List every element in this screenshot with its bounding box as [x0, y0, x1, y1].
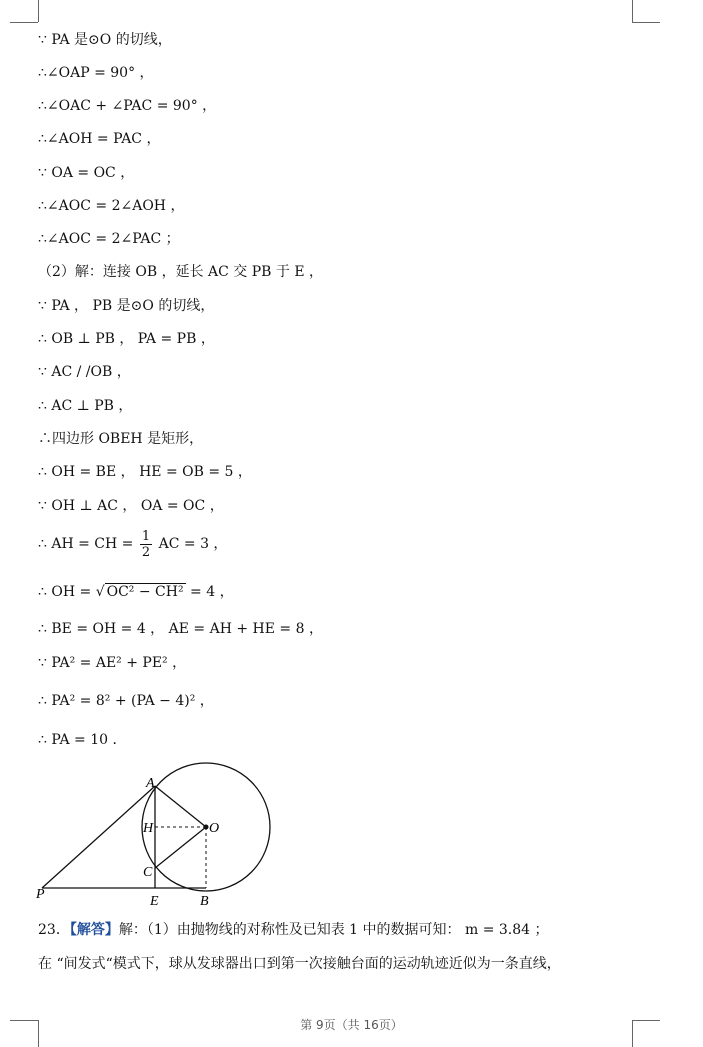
sqrt-line-suffix: = 4 ， — [190, 584, 234, 600]
crop-mark — [632, 0, 633, 22]
label-b: B — [200, 894, 209, 909]
question-text: 解：（1）由抛物线的对称性及已知表 1 中的数据可知： m = 3.84 ； — [118, 922, 549, 938]
label-c: C — [143, 865, 153, 880]
crop-mark — [38, 0, 39, 22]
fraction-line — [38, 527, 227, 561]
segment-oc — [155, 827, 206, 868]
question-number: 23． — [38, 922, 70, 938]
solution-line: ∴∠AOH = PAC ， — [38, 131, 161, 147]
label-a: A — [146, 776, 155, 791]
fraction-denominator: 2 — [141, 544, 151, 560]
geometry-figure — [34, 760, 284, 910]
solution-line: ∵ PA² = AE² + PE² ， — [38, 655, 187, 671]
segment-oa — [155, 786, 206, 827]
label-o: O — [209, 821, 220, 836]
solution-line: ∴ BE = OH = 4 ， AE = AH + HE = 8 ， — [38, 621, 323, 637]
solution-line: ∴ AC ⊥ PB ， — [38, 398, 133, 414]
fraction-line-prefix: ∴ AH = CH = — [38, 536, 134, 552]
solution-line: ∴ PA = 10 ． — [38, 732, 127, 748]
sqrt-sign-icon: √ — [95, 584, 105, 600]
solution-line: ∴ OB ⊥ PB ， PA = PB ， — [38, 331, 215, 347]
label-h: H — [143, 821, 154, 836]
label-p: P — [36, 887, 45, 902]
label-e: E — [150, 894, 159, 909]
crop-mark — [632, 22, 660, 23]
solution-line: ∴ OH = BE ， HE = OB = 5 ， — [38, 464, 252, 480]
crop-mark — [10, 22, 38, 23]
fraction-line-suffix: AC = 3 ， — [158, 536, 228, 552]
solution-line: ∵ OH ⊥ AC ， OA = OC ， — [38, 498, 224, 514]
fraction — [140, 529, 152, 560]
solution-line: ∴∠AOC = 2∠PAC ； — [38, 231, 180, 247]
sqrt-line — [38, 583, 234, 601]
page-footer: 第 9页（共 16页） — [300, 1018, 403, 1032]
solution-line: ∵ OA = OC ， — [38, 165, 135, 181]
solution-line: ∴ PA² = 8² + (PA − 4)² ， — [38, 693, 214, 709]
answer-tag: 【解答】 — [69, 922, 119, 938]
solution-line: ∴∠AOC = 2∠AOH ， — [38, 198, 185, 214]
solution-line: ∵ AC / /OB ， — [38, 364, 131, 380]
segment-pa — [42, 786, 155, 888]
solution-line: ∵ PA 是⊙O 的切线， — [38, 32, 172, 48]
sqrt-line-prefix: ∴ OH = — [38, 584, 92, 600]
fraction-numerator: 1 — [141, 528, 151, 544]
sqrt-radicand: OC² − CH² — [106, 584, 184, 600]
solution-line: ∵ PA ， PB 是⊙O 的切线， — [38, 298, 215, 314]
solution-line: （2）解：连接 OB ，延长 AC 交 PB 于 E ， — [38, 264, 324, 280]
solution-line: ∴四边形 OBEH 是矩形， — [38, 431, 204, 447]
center-dot — [204, 825, 209, 830]
question-23-line — [38, 921, 549, 939]
solution-line: 在 “间发式“模式下，球从发球器出口到第一次接触台面的运动轨迹近似为一条直线， — [38, 956, 561, 972]
solution-line: ∴∠OAC + ∠PAC = 90° ， — [38, 98, 217, 114]
solution-line: ∴∠OAP = 90° ， — [38, 65, 154, 81]
